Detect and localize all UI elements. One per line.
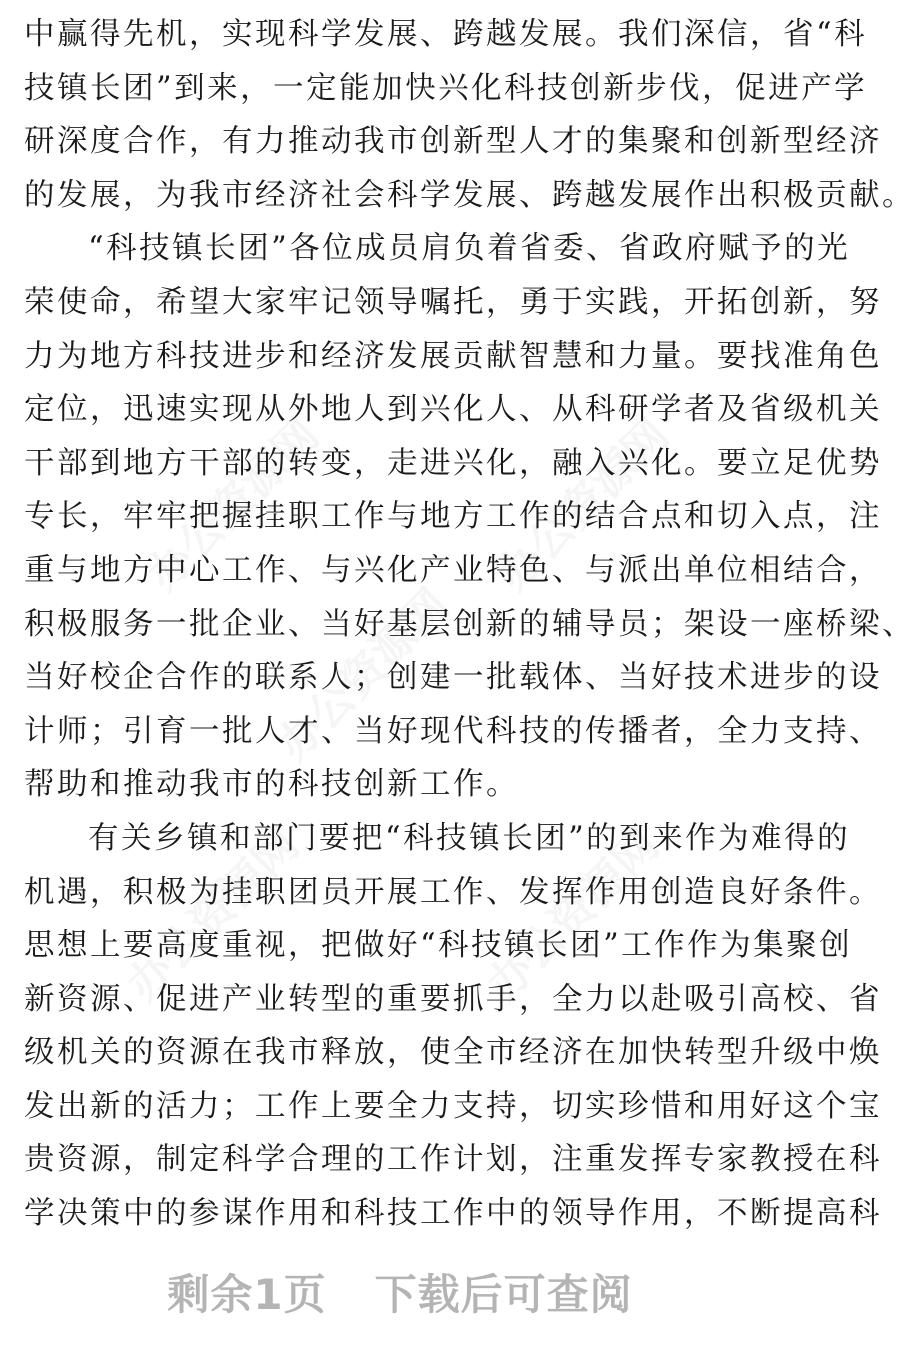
text-line: 专长，牢牢把握挂职工作与地方工作的结合点和切入点，注	[24, 499, 882, 535]
watermark: 办公资源网	[137, 409, 329, 601]
watermark: 办公资源网	[117, 819, 309, 1011]
watermark: 办公资源网	[477, 819, 669, 1011]
text-line: 级机关的资源在我市释放，使全市经济在加快转型升级中焕	[24, 1035, 882, 1071]
text-line: 积极服务一批企业、当好基层创新的辅导员；架设一座桥梁、	[24, 606, 915, 642]
text-line: 重与地方中心工作、与兴化产业特色、与派出单位相结合，	[24, 552, 882, 588]
text-line: 帮助和推动我市的科技创新工作。	[24, 767, 519, 803]
text-line: 发出新的活力；工作上要全力支持，切实珍惜和用好这个宝	[24, 1088, 882, 1124]
text-line: 当好校企合作的联系人；创建一批载体、当好技术进步的设	[24, 660, 882, 696]
text-line: 干部到地方干部的转变，走进兴化，融入兴化。要立足优势	[24, 445, 882, 481]
document-body	[24, 8, 915, 1241]
text-line: 荣使命，希望大家牢记领导嘱托，勇于实践，开拓创新，努	[24, 284, 882, 320]
text-line: 的发展，为我市经济社会科学发展、跨越发展作出积极贡献。	[24, 177, 915, 213]
download-prompt[interactable]	[0, 1262, 800, 1322]
text-line: 中赢得先机，实现科学发展、跨越发展。我们深信，省“科	[24, 17, 868, 52]
download-to-view-label[interactable]: 下载后可查阅	[374, 1270, 633, 1319]
text-line: 计师；引育一批人才、当好现代科技的传播者，全力支持、	[24, 713, 882, 749]
text-line: 机遇，积极为挂职团员开展工作、发挥作用创造良好条件。	[24, 874, 882, 910]
text-line: 技镇长团”到来，一定能加快兴化科技创新步伐，促进产学	[24, 70, 868, 106]
text-line: 思想上要高度重视，把做好“科技镇长团”工作作为集聚创	[24, 928, 853, 964]
text-line: 贵资源，制定科学合理的工作计划，注重发挥专家教授在科	[24, 1142, 882, 1178]
text-line: 研深度合作，有力推动我市创新型人才的集聚和创新型经济	[24, 124, 882, 160]
watermark: 办公资源网	[487, 409, 679, 601]
text-line: 定位，迅速实现从外地人到兴化人、从科研学者及省级机关	[24, 392, 882, 428]
text-line: 新资源、促进产业转型的重要抓手，全力以赴吸引高校、省	[24, 981, 882, 1017]
text-line: “科技镇长团”各位成员肩负着省委、省政府赋予的光	[88, 231, 851, 267]
text-line: 力为地方科技进步和经济发展贡献智慧和力量。要找准角色	[24, 338, 882, 374]
text-line: 有关乡镇和部门要把“科技镇长团”的到来作为难得的	[88, 820, 851, 856]
remaining-pages-label: 剩余1页	[167, 1270, 327, 1319]
watermark: 办公资源网	[267, 579, 459, 771]
text-line: 学决策中的参谋作用和科技工作中的领导作用，不断提高科	[24, 1196, 882, 1232]
